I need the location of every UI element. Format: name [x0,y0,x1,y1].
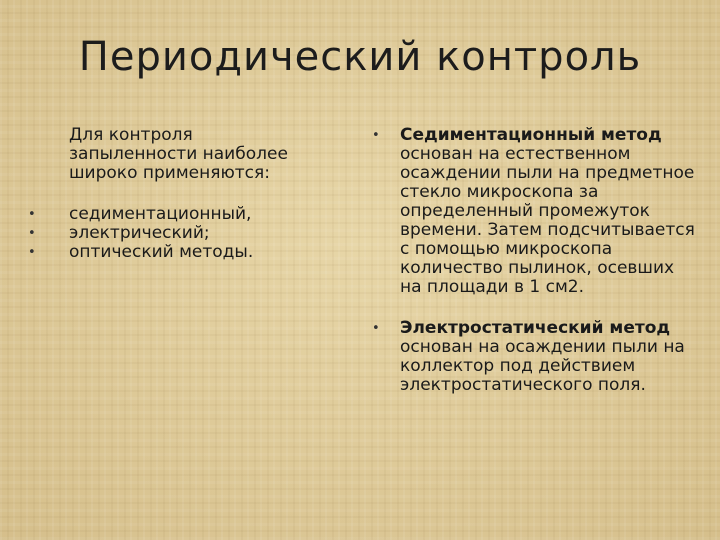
slide-title: Периодический контроль [78,34,642,80]
list-item [26,243,336,262]
left-intro-text: Для контроля запыленности наиболее широко применяются: [69,125,288,183]
method-description-item [368,319,698,395]
method-description: основан на осаждении пыли на коллектор под действием электростатического поля. [400,337,685,395]
bullet-icon: • [372,128,380,143]
bullet-icon: • [28,226,36,241]
right-column [368,126,698,395]
list-item-text: оптический методы. [69,242,254,262]
list-item-text: седиментационный, [69,204,252,224]
method-description-list [368,126,698,395]
list-item [26,224,336,243]
left-column [26,126,336,262]
method-description: основан на естественном осаждении пыли на предметное стекло микроскопа за определенный промежуток времени. Затем подсчитывается с помощью микроскопа количество пылинок, осевших на площади в 1 см2. [400,144,695,297]
list-item [26,205,336,224]
method-term: Седиментационный метод [400,125,662,145]
bullet-icon: • [372,321,380,336]
list-item-text: электрический; [69,223,210,243]
bullet-icon: • [28,207,36,222]
method-description-item [368,126,698,297]
method-list [26,205,336,262]
bullet-icon: • [28,245,36,260]
method-term: Электростатический метод [400,318,671,338]
